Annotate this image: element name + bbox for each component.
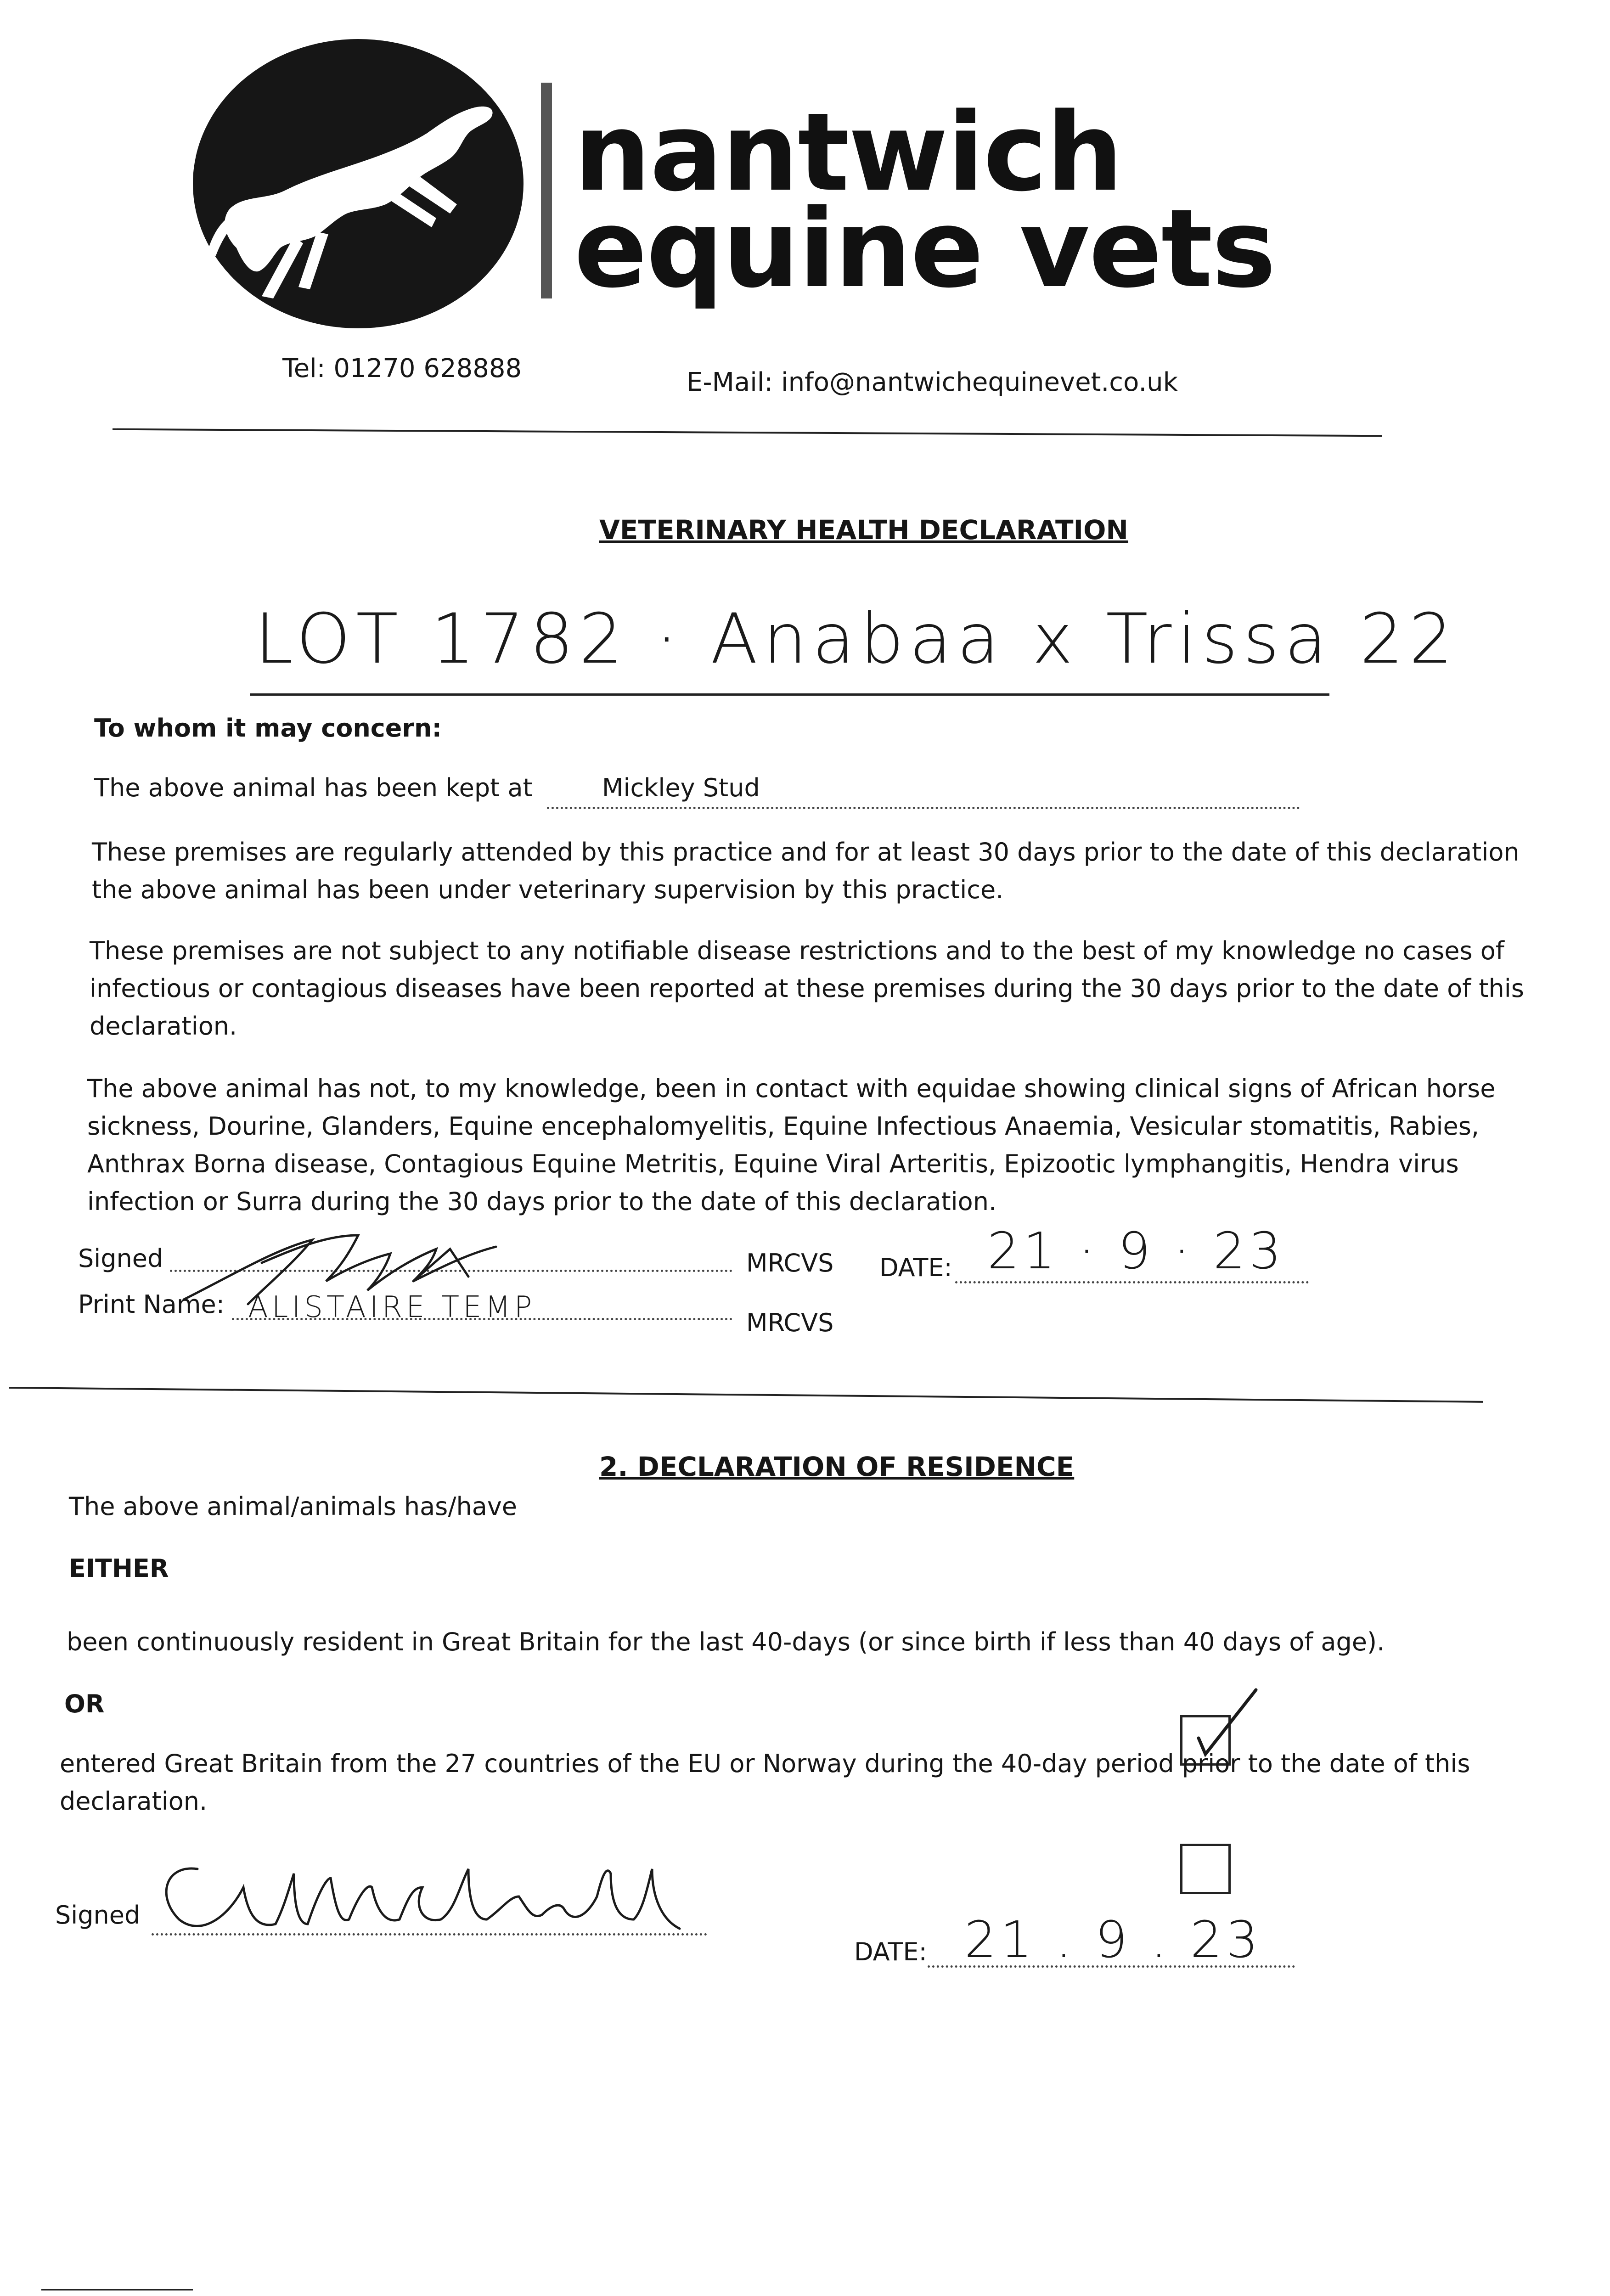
kept-at-field xyxy=(547,769,1300,809)
logo-horse-icon xyxy=(193,39,524,328)
kept-at-prefix: The above animal has been kept at xyxy=(94,773,533,802)
vhd-title: VETERINARY HEALTH DECLARATION xyxy=(599,514,1128,546)
residence-title: 2. DECLARATION OF RESIDENCE xyxy=(599,1451,1075,1482)
residence-intro: The above animal/animals has/have xyxy=(69,1492,518,1521)
brand-line-2: equine vets xyxy=(574,186,1275,312)
vhd-mrcvs-1: MRCVS xyxy=(746,1249,834,1277)
vhd-paragraph-3: The above animal has not, to my knowledge, been in contact with equidae showing clinical signs of African horse sickness, Dourine, Glanders, Equine encephalomyelitis, Equine Infectious Anaemia, Vesicular stomatitis, Rabies, Anthrax Borna disease, Contagious Equine Metritis, Equine Viral Arteritis, Epizootic lymphangitis, Hendra virus infection or Surra during the 30 days prior to the date of this declaration. xyxy=(87,1074,1496,1216)
lot-underline xyxy=(250,693,1329,696)
residence-option-1: been continuously resident in Great Britain for the last 40-days (or since birth if less than 40 days of age). xyxy=(67,1627,1385,1656)
to-whom: To whom it may concern: xyxy=(94,714,442,743)
header-rule xyxy=(113,428,1382,437)
contact-tel: Tel: 01270 628888 xyxy=(282,354,522,383)
print-name-label: Print Name: xyxy=(78,1290,225,1319)
vhd-date-label: DATE: xyxy=(879,1253,952,1282)
kept-at-line xyxy=(94,769,1316,809)
residence-or: OR xyxy=(64,1689,105,1718)
logo-divider xyxy=(541,83,552,298)
print-name-value: ALISTAIRE TEMP xyxy=(248,1290,536,1324)
vhd-paragraph-1: These premises are regularly attended by this practice and for at least 30 days prior to the date of this declaration the above animal has been under veterinary supervision by this practice. xyxy=(92,838,1520,904)
vhd-date-field xyxy=(955,1281,1309,1283)
kept-at-value: Mickley Stud xyxy=(602,773,760,802)
vhd-paragraph-2: These premises are not subject to any notifiable disease restrictions and to the best of my knowledge no cases of infectious or contagious diseases have been reported at these premises during the 30 days prior to the date of this declaration. xyxy=(90,936,1524,1041)
section-divider xyxy=(9,1387,1483,1403)
owner-signature xyxy=(138,1851,726,1961)
vhd-mrcvs-2: MRCVS xyxy=(746,1308,834,1337)
vhd-signed-label: Signed xyxy=(78,1244,163,1273)
residence-date-label: DATE: xyxy=(854,1937,927,1966)
residence-date-value: 21 . 9 . 23 xyxy=(964,1910,1262,1969)
vhd-date-value: 21 · 9 · 23 xyxy=(987,1221,1285,1280)
residence-option-2: entered Great Britain from the 27 countries of the EU or Norway during the 40-day period prior to the date of this declaration. xyxy=(60,1749,1470,1816)
lot-handwritten: LOT 1782 · Anabaa x Trissa 22 xyxy=(255,599,1458,679)
residence-either: EITHER xyxy=(69,1554,169,1583)
brand-line-1: nantwich xyxy=(574,90,1122,215)
option-2-checkbox[interactable] xyxy=(1180,1844,1231,1894)
contact-email: E-Mail: info@nantwichequinevet.co.uk xyxy=(687,367,1178,397)
footer-rule xyxy=(41,2289,193,2290)
residence-signed-label: Signed xyxy=(55,1901,141,1930)
